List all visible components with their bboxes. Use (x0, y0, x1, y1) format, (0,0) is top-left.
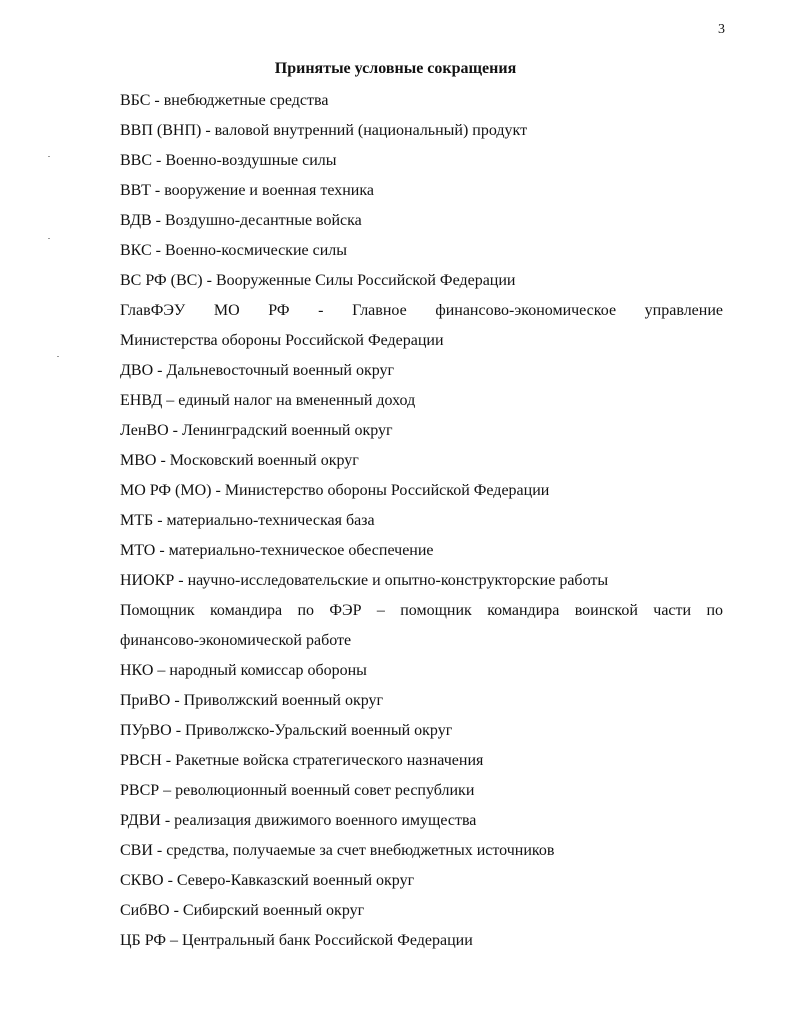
abbreviation-list (120, 86, 723, 956)
page-number: 3 (718, 22, 725, 37)
list-item: ПриВО - Приволжский военный округ (120, 692, 384, 709)
list-item: Помощник командира по ФЭР – помощник командира воинской части по (120, 602, 723, 619)
list-item-continuation: Министерства обороны Российской Федерации (120, 332, 444, 349)
list-item: МТБ - материально-техническая база (120, 512, 375, 529)
list-item: СВИ - средства, получаемые за счет внебюджетных источников (120, 842, 555, 859)
list-item: НИОКР - научно-исследовательские и опытно-конструкторские работы (120, 572, 609, 589)
list-item: ВВТ - вооружение и военная техника (120, 182, 374, 199)
list-item: ЦБ РФ – Центральный банк Российской Федерации (120, 932, 473, 949)
list-item: СибВО - Сибирский военный округ (120, 902, 365, 919)
list-item: РВСН - Ракетные войска стратегического назначения (120, 752, 484, 769)
scan-speck (57, 356, 59, 357)
list-item: ВС РФ (ВС) - Вооруженные Силы Российской Федерации (120, 272, 516, 289)
list-item: ВВП (ВНП) - валовой внутренний (национальный) продукт (120, 122, 528, 139)
list-item: ГлавФЭУ МО РФ - Главное финансово-экономическое управление (120, 302, 723, 319)
list-item-continuation: финансово-экономической работе (120, 632, 352, 649)
list-item: НКО – народный комиссар обороны (120, 662, 367, 679)
list-item: ВКС - Военно-космические силы (120, 242, 347, 259)
list-item: ПУрВО - Приволжско-Уральский военный округ (120, 722, 453, 739)
list-item: ВВС - Военно-воздушные силы (120, 152, 337, 169)
list-item: ДВО - Дальневосточный военный округ (120, 362, 395, 379)
list-item: ЕНВД – единый налог на вмененный доход (120, 392, 416, 409)
list-item: СКВО - Северо-Кавказский военный округ (120, 872, 415, 889)
list-item: ЛенВО - Ленинградский военный округ (120, 422, 393, 439)
list-item: ВБС - внебюджетные средства (120, 92, 329, 109)
scan-speck (48, 156, 50, 157)
list-item: МО РФ (МО) - Министерство обороны Российской Федерации (120, 482, 550, 499)
list-item: РВСР – революционный военный совет республики (120, 782, 475, 799)
page-title: Принятые условные сокращения (274, 60, 517, 77)
scan-speck (48, 238, 50, 239)
list-item: МВО - Московский военный округ (120, 452, 359, 469)
list-item: ВДВ - Воздушно-десантные войска (120, 212, 362, 229)
list-item: МТО - материально-техническое обеспечение (120, 542, 434, 559)
list-item: РДВИ - реализация движимого военного имущества (120, 812, 477, 829)
